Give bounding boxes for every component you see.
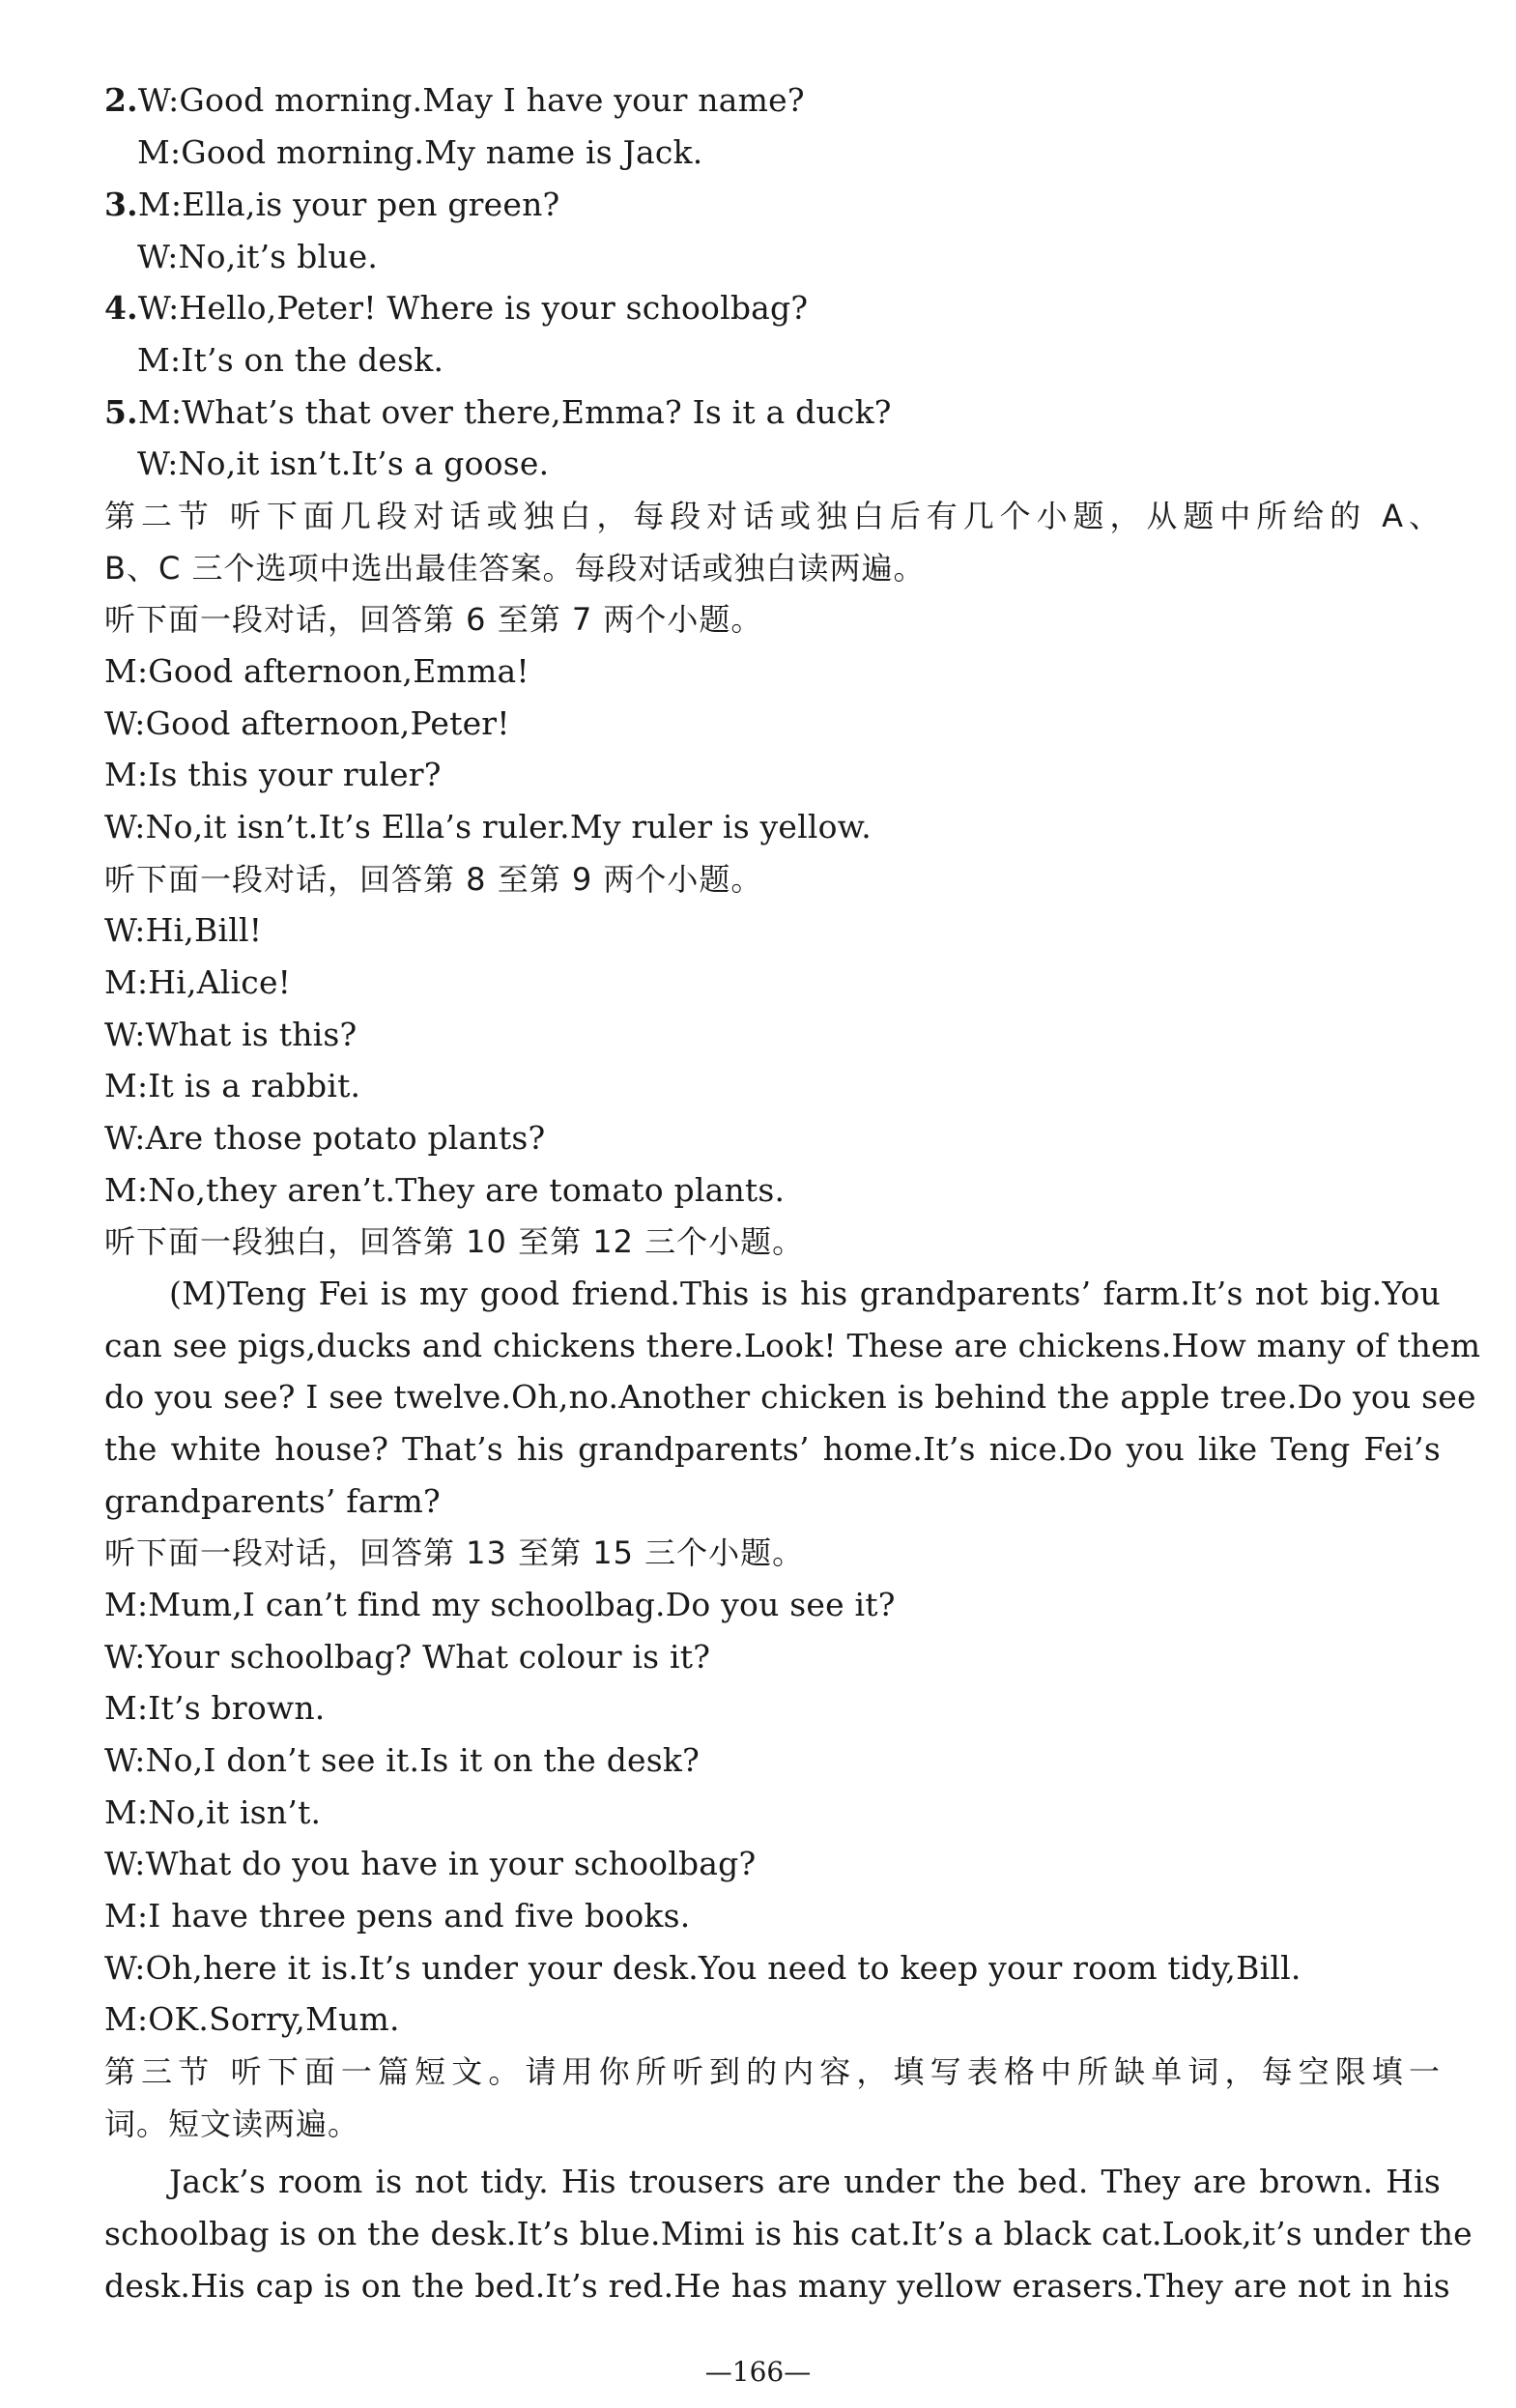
dialog-line: M:Good afternoon,Emma! bbox=[104, 652, 529, 690]
dialog-line: W:What do you have in your schoolbag? bbox=[104, 1845, 757, 1882]
dialog-5-line-1: 5.M:What’s that over there,Emma? Is it a duck? bbox=[104, 393, 892, 431]
dialog-line: M:No,it isn’t. bbox=[104, 1793, 322, 1831]
dialog-2-line-2: M:Good morning.My name is Jack. bbox=[137, 133, 703, 171]
dialog-line: M:Is this your ruler? bbox=[104, 756, 442, 793]
passage-line: desk.His cap is on the bed.It’s red.He has many yellow erasers.They are not in his bbox=[104, 2267, 1450, 2305]
passage-line: Jack’s room is not tidy. His trousers are under the bed. They are brown. His bbox=[169, 2163, 1441, 2200]
section-2-instruction-line-2: B、C 三个选项中选出最佳答案。每段对话或独白读两遍。 bbox=[104, 550, 926, 587]
dialog-5-line-2: W:No,it isn’t.It’s a goose. bbox=[137, 444, 550, 482]
dialog-line: M:No,they aren’t.They are tomato plants. bbox=[104, 1171, 786, 1209]
monologue-line: grandparents’ farm? bbox=[104, 1482, 441, 1520]
dialog-line: M:I have three pens and five books. bbox=[104, 1897, 691, 1935]
monologue-line: can see pigs,ducks and chickens there.Look! These are chickens.How many of them bbox=[104, 1327, 1481, 1364]
page-number: —166— bbox=[704, 2356, 812, 2388]
dialog-3-line-2: W:No,it’s blue. bbox=[137, 238, 379, 275]
dialog-line: W:Hi,Bill! bbox=[104, 911, 263, 949]
dialog-2-line-1: 2.W:Good morning.May I have your name? bbox=[104, 81, 805, 119]
monologue-line: do you see? I see twelve.Oh,no.Another chicken is behind the apple tree.Do you see bbox=[104, 1378, 1476, 1416]
dialog-line: M:Mum,I can’t find my schoolbag.Do you see it? bbox=[104, 1586, 896, 1623]
question-8-9-heading: 听下面一段对话，回答第 8 至第 9 两个小题。 bbox=[104, 861, 763, 898]
dialog-line: M:OK.Sorry,Mum. bbox=[104, 2000, 400, 2038]
monologue-line: the white house? That’s his grandparents’ home.It’s nice.Do you like Teng Fei’s bbox=[104, 1430, 1441, 1468]
dialog-line: W:No,it isn’t.It’s Ella’s ruler.My ruler is yellow. bbox=[104, 808, 872, 846]
dialog-line: W:What is this? bbox=[104, 1016, 358, 1053]
question-10-12-heading: 听下面一段独白，回答第 10 至第 12 三个小题。 bbox=[104, 1223, 805, 1260]
dialog-3-line-1: 3.M:Ella,is your pen green? bbox=[104, 186, 560, 223]
dialog-line: M:It’s brown. bbox=[104, 1689, 326, 1727]
dialog-4-line-1: 4.W:Hello,Peter! Where is your schoolbag? bbox=[104, 289, 809, 327]
dialog-line: W:Are those potato plants? bbox=[104, 1119, 546, 1157]
dialog-line: M:It is a rabbit. bbox=[104, 1067, 361, 1104]
question-6-7-heading: 听下面一段对话，回答第 6 至第 7 两个小题。 bbox=[104, 601, 763, 638]
dialog-line: W:Your schoolbag? What colour is it? bbox=[104, 1638, 711, 1676]
monologue-line: (M)Teng Fei is my good friend.This is his grandparents’ farm.It’s not big.You bbox=[169, 1275, 1441, 1312]
passage-line: schoolbag is on the desk.It’s blue.Mimi is his cat.It’s a black cat.Look,it’s under the bbox=[104, 2215, 1473, 2252]
dialog-line: M:Hi,Alice! bbox=[104, 963, 292, 1001]
dialog-4-line-2: M:It’s on the desk. bbox=[137, 341, 444, 379]
dialog-line: W:Good afternoon,Peter! bbox=[104, 704, 510, 742]
question-13-15-heading: 听下面一段对话，回答第 13 至第 15 三个小题。 bbox=[104, 1534, 805, 1571]
section-2-instruction-line-1: 第二节 听下面几段对话或独白，每段对话或独白后有几个小题，从题中所给的 A、 bbox=[104, 498, 1441, 534]
dialog-line: W:No,I don’t see it.Is it on the desk? bbox=[104, 1741, 700, 1779]
section-3-instruction-line-1: 第三节 听下面一篇短文。请用你所听到的内容，填写表格中所缺单词，每空限填一 bbox=[104, 2053, 1441, 2090]
dialog-line: W:Oh,here it is.It’s under your desk.You need to keep your room tidy,Bill. bbox=[104, 1949, 1301, 1987]
section-3-instruction-line-2: 词。短文读两遍。 bbox=[104, 2106, 360, 2142]
